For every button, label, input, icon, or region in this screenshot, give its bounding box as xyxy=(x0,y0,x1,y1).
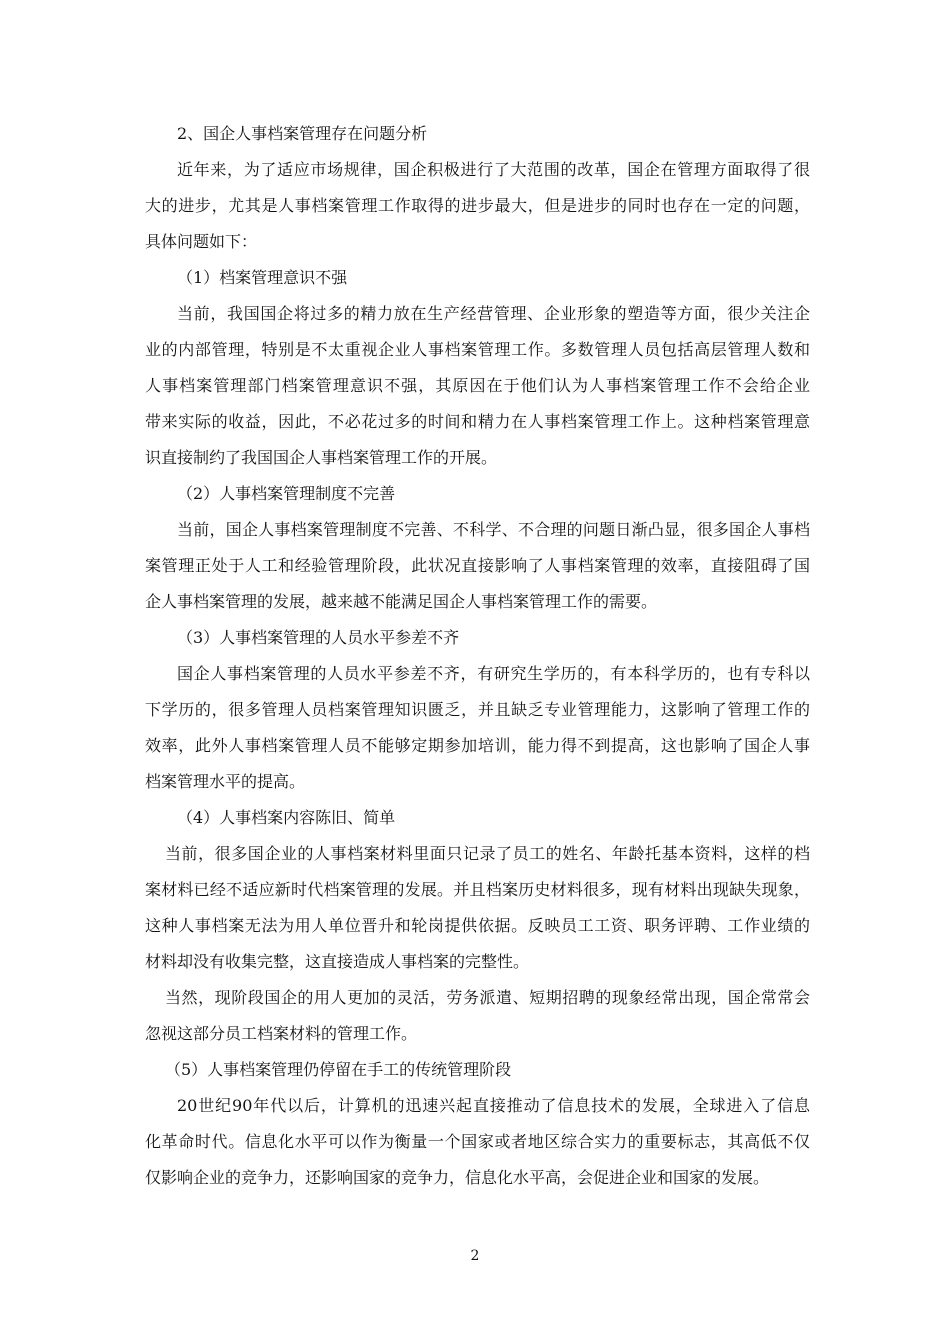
sub2-line-1: 当前，国企人事档案管理制度不完善、不科学、不合理的问题日渐凸显，很多国企人事档 xyxy=(177,520,810,539)
sub4-line-3: 这种人事档案无法为用人单位晋升和轮岗提供依据。反映员工工资、职务评聘、工作业绩的 xyxy=(145,916,810,935)
intro-line-3: 具体问题如下： xyxy=(145,232,258,251)
sub4-line-2: 案材料已经不适应新时代档案管理的发展。并且档案历史材料很多，现有材料出现缺失现象， xyxy=(145,880,810,899)
sub1-line-5: 识直接制约了我国国企人事档案管理工作的开展。 xyxy=(145,448,498,467)
subheading-4: （4）人事档案内容陈旧、简单 xyxy=(177,808,396,827)
sub5-line-1: 20世纪90年代以后，计算机的迅速兴起直接推动了信息技术的发展，全球进入了信息 xyxy=(177,1096,810,1115)
sub2-line-2: 案管理正处于人工和经验管理阶段，此状况直接影响了人事档案管理的效率，直接阻碍了国 xyxy=(145,556,810,575)
sub3-line-2: 下学历的，很多管理人员档案管理知识匮乏，并且缺乏专业管理能力，这影响了管理工作的 xyxy=(145,700,810,719)
sub5-line-3: 仅影响企业的竞争力，还影响国家的竞争力，信息化水平高，会促进企业和国家的发展。 xyxy=(145,1168,770,1187)
sub4-line-4: 材料却没有收集完整，这直接造成人事档案的完整性。 xyxy=(145,952,530,971)
subheading-1: （1）档案管理意识不强 xyxy=(177,268,348,287)
sub1-line-1: 当前，我国国企将过多的精力放在生产经营管理、企业形象的塑造等方面，很少关注企 xyxy=(177,304,810,323)
intro-line-2: 大的进步，尤其是人事档案管理工作取得的进步最大，但是进步的同时也存在一定的问题， xyxy=(145,196,810,215)
sub5-line-2: 化革命时代。信息化水平可以作为衡量一个国家或者地区综合实力的重要标志，其高低不仅 xyxy=(145,1132,810,1151)
sub1-line-4: 带来实际的收益，因此，不必花过多的时间和精力在人事档案管理工作上。这种档案管理意 xyxy=(145,412,810,431)
intro-line-1: 近年来，为了适应市场规律，国企积极进行了大范围的改革，国企在管理方面取得了很 xyxy=(177,160,810,179)
sub4-para2-line-2: 忽视这部分员工档案材料的管理工作。 xyxy=(145,1024,418,1043)
sub1-line-2: 业的内部管理，特别是不太重视企业人事档案管理工作。多数管理人员包括高层管理人数和 xyxy=(145,340,810,359)
section-title: 2、国企人事档案管理存在问题分析 xyxy=(177,124,428,143)
sub3-line-1: 国企人事档案管理的人员水平参差不齐，有研究生学历的，有本科学历的，也有专科以 xyxy=(177,664,810,683)
sub2-line-3: 企人事档案管理的发展，越来越不能满足国企人事档案管理工作的需要。 xyxy=(145,592,658,611)
subheading-3: （3）人事档案管理的人员水平参差不齐 xyxy=(177,628,460,647)
subheading-2: （2）人事档案管理制度不完善 xyxy=(177,484,396,503)
sub1-line-3: 人事档案管理部门档案管理意识不强，其原因在于他们认为人事档案管理工作不会给企业 xyxy=(145,376,810,395)
subheading-5: （5）人事档案管理仍停留在手工的传统管理阶段 xyxy=(165,1060,512,1079)
sub3-line-3: 效率，此外人事档案管理人员不能够定期参加培训，能力得不到提高，这也影响了国企人事 xyxy=(145,736,810,755)
sub4-para2-line-1: 当然，现阶段国企的用人更加的灵活，劳务派遣、短期招聘的现象经常出现，国企常常会 xyxy=(165,988,810,1007)
sub3-line-4: 档案管理水平的提高。 xyxy=(145,772,306,791)
sub4-line-1: 当前，很多国企业的人事档案材料里面只记录了员工的姓名、年龄托基本资料，这样的档 xyxy=(165,844,810,863)
page-number: 2 xyxy=(470,1248,480,1264)
